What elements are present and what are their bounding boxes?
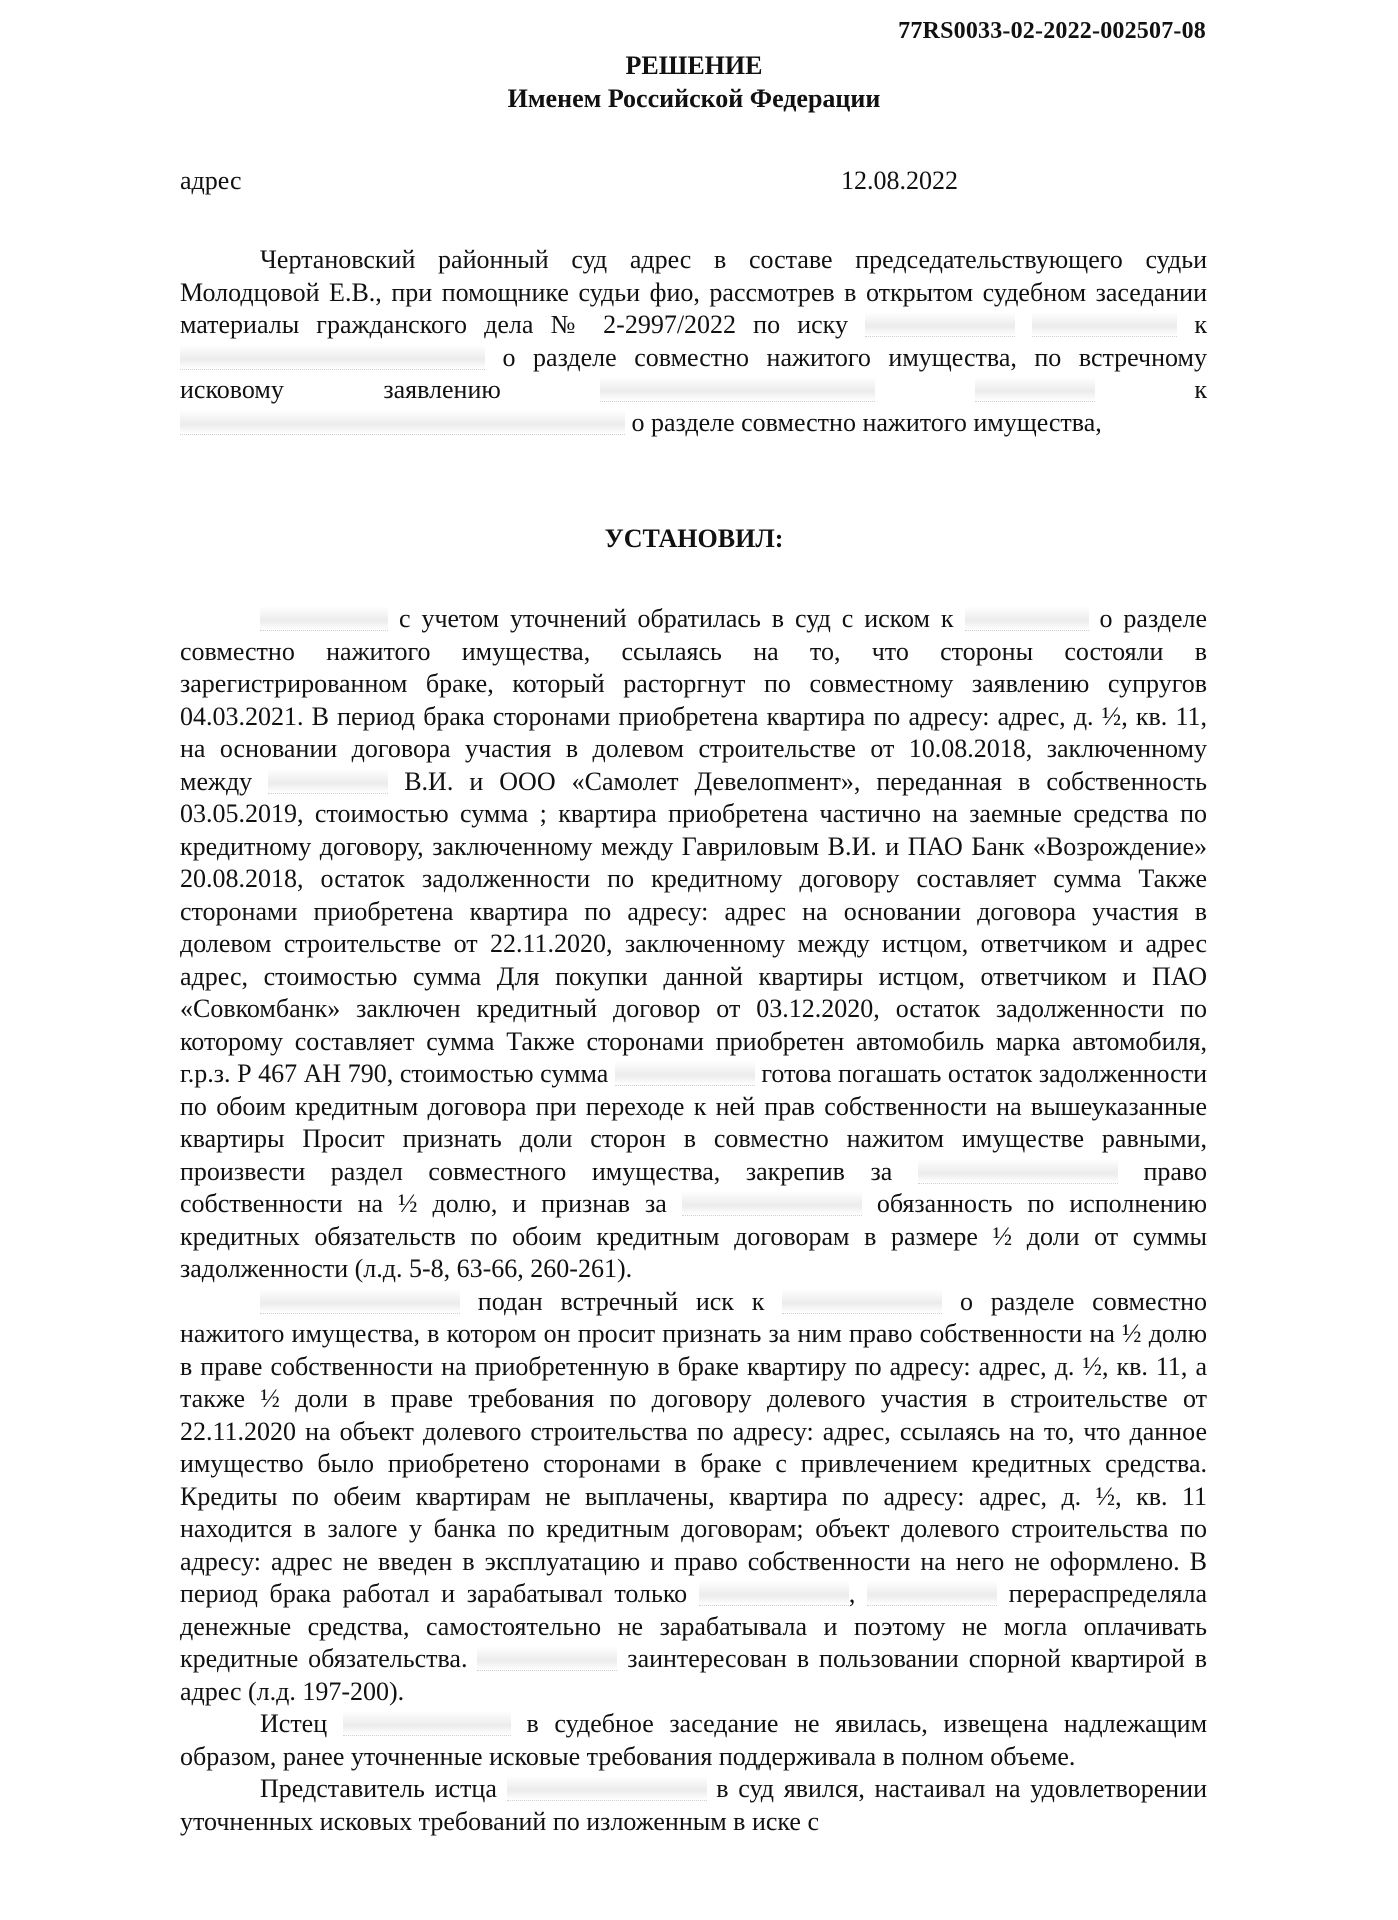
redacted-name [1032, 312, 1177, 337]
redacted-name [975, 377, 1095, 402]
main-body [180, 603, 1207, 1838]
paragraph-text: заинтересован в пользовании спорной квартирой в адрес (л.д. 197-200). [180, 1644, 1208, 1706]
paragraph-text: подан встречный иск к [477, 1286, 765, 1316]
intro-text-4: о разделе совместно нажитого имущества, [631, 407, 1102, 437]
paragraph-text: В.И. и ООО «Самолет Девелопмент», переданная в собственность 03.05.2019, стоимостью сумма ; квартира приобретена частично на заемные средства по кредитному договору, заключенному между Гавриловым В.И. и ПАО Банк «Возрождение» 20.08.2018, остаток задолженности по кредитному договору составляет сумма Также сторонами приобретена квартира по адресу: адрес на основании договора участия в долевом строительстве от 22.11.2020, заключенному между истцом, ответчиком и адрес адрес, стоимостью сумма Для покупки данной квартиры истцом, ответчиком и ПАО «Совкомбанк» заключен кредитный договор от 03.12.2020, остаток задолженности по которому составляет сумма Также сторонами приобретен автомобиль марка автомобиля, г.р.з. Р 467 АН 790, стоимостью сумма [180, 766, 1208, 1088]
decision-place: адрес [180, 166, 242, 195]
redacted-name [867, 1581, 997, 1606]
paragraph-text: Представитель истца [260, 1774, 497, 1803]
paragraph-text: готова погашать остаток задолженности по обоим кредитным договора при переходе к ней прав собственности на вышеуказанные квартиры Просит признать доли сторон в совместно нажитом имуществе равными, произвести раздел совместного имущества, закрепив за [180, 1059, 1207, 1186]
redacted-name [965, 606, 1089, 631]
redacted-name [477, 1646, 617, 1671]
paragraph-representative [180, 1773, 1207, 1838]
paragraph-text: , [848, 1579, 856, 1608]
redacted-name [699, 1581, 849, 1606]
redacted-name [260, 606, 388, 631]
paragraph-claim [180, 603, 1207, 1286]
redacted-name [507, 1776, 707, 1801]
case-number: 77RS0033-02-2022-002507-08 [898, 18, 1206, 44]
paragraph-text: в судебное заседание не явилась, извещена надлежащим образом, ранее уточненные исковые требования поддерживала в полном объеме. [180, 1709, 1208, 1771]
intro-text-1: Чертановский районный суд адрес в составе председательствующего судьи Молодцовой Е.В., при помощнике судьи фио, рассмотрев в открытом судебном заседании материалы гражданского дела № 2-2997/2022 по иску [180, 245, 1207, 339]
redacted-name [600, 377, 875, 402]
document-title: РЕШЕНИЕ [625, 51, 763, 80]
paragraph-counterclaim [180, 1286, 1207, 1709]
paragraph-text: с учетом уточнений обратилась в суд с иском к [398, 604, 954, 633]
paragraph-plaintiff-absence [180, 1708, 1207, 1773]
paragraph-text: перераспределяла денежные средства, самостоятельно не зарабатывала и поэтому не могла оплачивать кредитные обязательства. [180, 1579, 1208, 1673]
redacted-name [180, 410, 625, 435]
redacted-name [343, 1711, 511, 1736]
paragraph-text: право собственности на ½ долю, и признав за [180, 1156, 1207, 1218]
redacted-name [918, 1159, 1118, 1184]
section-heading: УСТАНОВИЛ: [604, 524, 784, 553]
redacted-name [865, 312, 1015, 337]
intro-block [180, 244, 1207, 439]
redacted-name [782, 1289, 942, 1314]
intro-text-2: о разделе совместно нажитого имущества, по встречному исковому заявлению [180, 342, 1208, 404]
redacted-name [615, 1061, 755, 1086]
redacted-name [682, 1191, 862, 1216]
redacted-name [260, 1289, 460, 1314]
redacted-name [180, 345, 485, 370]
paragraph-text: обязанность по исполнению кредитных обязательств по обоим кредитным договорам в размере ½ доли от суммы задолженности (л.д. 5-8, 63-66, 260-261). [180, 1189, 1208, 1283]
document-subtitle: Именем Российской Федерации [507, 84, 881, 113]
decision-date: 12.08.2022 [841, 166, 958, 195]
paragraph-text: в суд явился, настаивал на удовлетворении уточненных исковых требований по изложенным в иске с [180, 1774, 1207, 1836]
redacted-name [268, 769, 388, 794]
paragraph-text: о разделе совместно нажитого имущества, ссылаясь на то, что стороны состояли в зарегистрированном браке, который расторгнут по совместному заявлению супругов 04.03.2021. В период брака сторонами приобретена квартира по адресу: адрес, д. ½, кв. 11, на основании договора участия в долевом строительстве от 10.08.2018, заключенному между [180, 604, 1208, 796]
intro-paragraph: Чертановский районный суд адрес в составе председательствующего судьи Молодцовой Е.В., при помощнике судьи фио, рассмотрев в открытом судебном заседании материалы гражданского дела № 2-2997/2022 по иску к о разделе совместно нажитого имущества, по встречному исковому заявлению к о разделе совместно нажитого имущества, [180, 245, 1208, 437]
intro-text-3: к [1194, 375, 1207, 404]
paragraph-text: Истец [260, 1709, 328, 1738]
paragraph-text: о разделе совместно нажитого имущества, в котором он просит признать за ним право собственности на ½ долю в праве собственности на приобретенную в браке квартиру по адресу: адрес, д. ½, кв. 11, а также ½ доли в праве требования по договору долевого участия в строительстве от 22.11.2020 на объект долевого строительства по адресу: адрес, ссылаясь на то, что данное имущество было приобретено сторонами в браке с привлечением кредитных средства. Кредиты по обеим квартирам не выплачены, квартира по адресу: адрес, д. ½, кв. 11 находится в залоге у банка по кредитным договорам; объект долевого строительства по адресу: адрес не введен в эксплуатацию и право собственности на него не оформлено. В период брака работал и зарабатывал только [180, 1286, 1207, 1608]
